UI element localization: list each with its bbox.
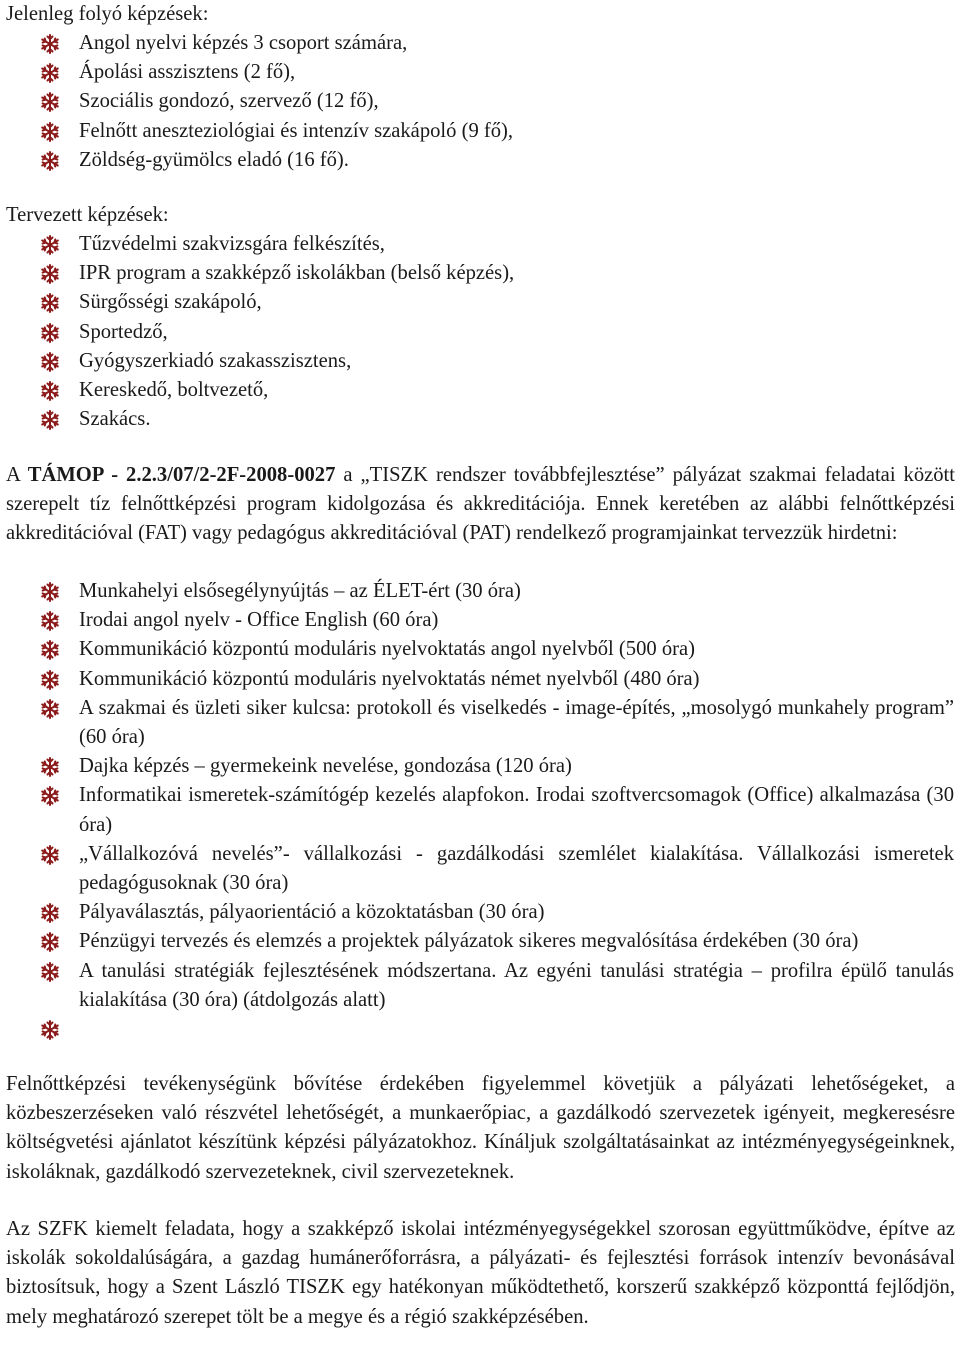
snowflake-bullet-icon	[39, 409, 61, 431]
snowflake-bullet-icon	[39, 669, 61, 691]
list-item: Sürgősségi szakápoló,	[0, 288, 960, 317]
list-item: Munkahelyi elsősegélynyújtás – az ÉLET-ért (30 óra)	[0, 577, 960, 606]
szfk-paragraph: Az SZFK kiemelt feladata, hogy a szakképző iskolai intézményegységekkel szorosan együttműködve, építve az iskolák sokoldalúságára, a gazdag humánerőforrásra, a pályázati- és fejlesztési források intenzív bevonásával biztosítsuk, hogy a Szent László TISZK egy hatékonyan működtethető, korszerű szakképző központtá fejlődjön, mely meghatározó szerepet tölt be a megye és a régió szakképzésében.	[6, 1218, 955, 1328]
snowflake-bullet-icon	[39, 902, 61, 924]
planned-trainings-heading: Tervezett képzések:	[6, 204, 169, 226]
snowflake-bullet-icon	[39, 639, 61, 661]
list-item: Pályaválasztás, pályaorientáció a közoktatásban (30 óra)	[0, 898, 960, 927]
tamop-project-id: TÁMOP - 2.2.3/07/2-2F-2008-0027	[27, 464, 336, 486]
list-item: Kommunikáció központú moduláris nyelvoktatás angol nyelvből (500 óra)	[0, 635, 960, 664]
list-item: Tűzvédelmi szakvizsgára felkészítés,	[0, 230, 960, 259]
current-trainings-heading: Jelenleg folyó képzések:	[6, 3, 209, 25]
list-item	[0, 1015, 960, 1044]
snowflake-bullet-icon	[39, 931, 61, 953]
snowflake-bullet-icon	[39, 263, 61, 285]
accredited-programs-list	[0, 577, 960, 1044]
snowflake-bullet-icon	[39, 121, 61, 143]
snowflake-bullet-icon	[39, 351, 61, 373]
snowflake-bullet-icon	[39, 234, 61, 256]
current-trainings-list	[0, 29, 960, 175]
snowflake-bullet-icon	[39, 292, 61, 314]
list-item: A tanulási stratégiák fejlesztésének módszertana. Az egyéni tanulási stratégia – profilra épülő tanulás kialakítása (30 óra) (átdolgozás alatt)	[0, 957, 960, 1015]
list-item: Ápolási asszisztens (2 fő),	[0, 58, 960, 87]
snowflake-bullet-icon	[39, 756, 61, 778]
list-item: „Vállalkozóvá nevelés”- vállalkozási - gazdálkodási szemlélet kialakítása. Vállalkozási ismeretek pedagógusoknak (30 óra)	[0, 840, 960, 898]
list-item: A szakmai és üzleti siker kulcsa: protokoll és viselkedés - image-építés, „mosolygó munkahely program” (60 óra)	[0, 694, 960, 752]
list-item: Szociális gondozó, szervező (12 fő),	[0, 87, 960, 116]
list-item: Pénzügyi tervezés és elemzés a projektek pályázatok sikeres megvalósítása érdekében (30 óra)	[0, 927, 960, 956]
snowflake-bullet-icon	[39, 698, 61, 720]
snowflake-bullet-icon	[39, 150, 61, 172]
list-item: Angol nyelvi képzés 3 csoport számára,	[0, 29, 960, 58]
list-item: Felnőtt aneszteziológiai és intenzív szakápoló (9 fő),	[0, 117, 960, 146]
adult-education-paragraph: Felnőttképzési tevékenységünk bővítése érdekében figyelemmel követjük a pályázati lehetőségeket, a közbeszerzéseken való részvétel lehetőségét, a munkaerőpiac, a gazdálkodó szervezetek igényeit, megkeresésre költségvetési ajánlatot készítünk képzési pályázatokhoz. Kínáljuk szolgáltatásainkat az intézményegységeinknek, iskoláknak, gazdálkodó szervezeteknek, civil szervezeteknek.	[6, 1073, 955, 1183]
snowflake-bullet-icon	[39, 581, 61, 603]
snowflake-bullet-icon	[39, 322, 61, 344]
snowflake-bullet-icon	[39, 610, 61, 632]
list-item: Dajka képzés – gyermekeink nevelése, gondozása (120 óra)	[0, 752, 960, 781]
planned-trainings-list	[0, 230, 960, 434]
snowflake-bullet-icon	[39, 785, 61, 807]
list-item: Kereskedő, boltvezető,	[0, 376, 960, 405]
list-item: Kommunikáció központú moduláris nyelvoktatás német nyelvből (480 óra)	[0, 665, 960, 694]
snowflake-bullet-icon	[39, 380, 61, 402]
list-item: IPR program a szakképző iskolákban (belső képzés),	[0, 259, 960, 288]
snowflake-bullet-icon	[39, 91, 61, 113]
list-item: Sportedző,	[0, 318, 960, 347]
snowflake-bullet-icon	[39, 1019, 61, 1041]
snowflake-bullet-icon	[39, 33, 61, 55]
snowflake-bullet-icon	[39, 961, 61, 983]
snowflake-bullet-icon	[39, 62, 61, 84]
list-item: Szakács.	[0, 405, 960, 434]
list-item: Zöldség-gyümölcs eladó (16 fő).	[0, 146, 960, 175]
tamop-prefix: A	[6, 464, 28, 486]
list-item: Informatikai ismeretek-számítógép kezelés alapfokon. Irodai szoftvercsomagok (Office) alkalmazása (30 óra)	[0, 781, 960, 839]
tamop-text: a „TISZK rendszer továbbfejlesztése” pályázat szakmai feladatai között szerepelt tíz felnőttképzési program kidolgozása és akkreditációja. Ennek keretében az alábbi felnőttképzési akkreditációval (FAT) vagy pedagógus akkreditációval (PAT) rendelkező programjainkat tervezzük hirdetni:	[6, 464, 955, 545]
list-item: Irodai angol nyelv - Office English (60 óra)	[0, 606, 960, 635]
list-item: Gyógyszerkiadó szakasszisztens,	[0, 347, 960, 376]
tamop-paragraph	[6, 461, 955, 549]
snowflake-bullet-icon	[39, 844, 61, 866]
